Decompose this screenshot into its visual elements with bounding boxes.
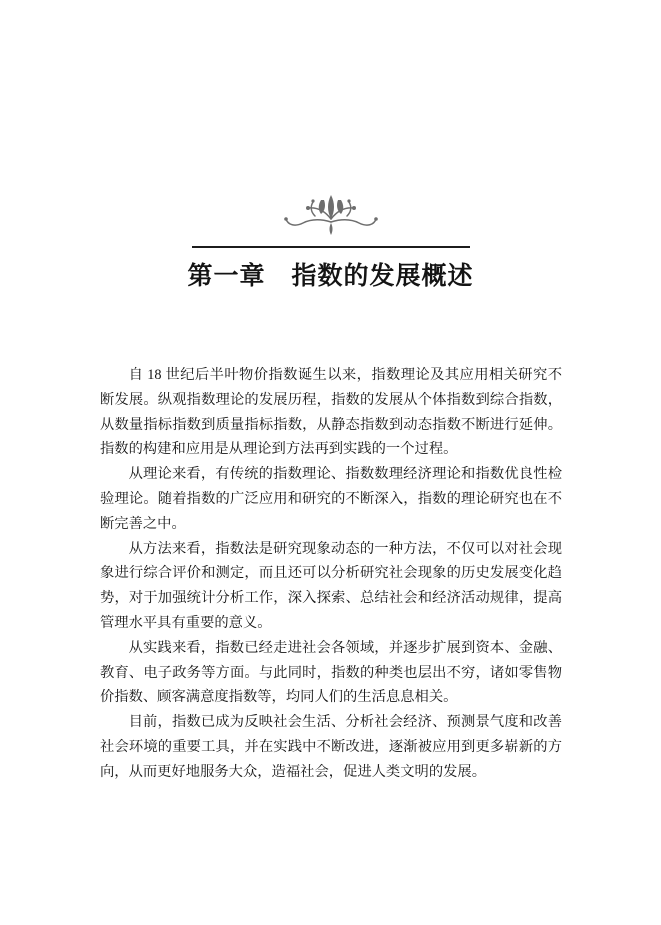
paragraph-1: 自 18 世纪后半叶物价指数诞生以来，指数理论及其应用相关研究不断发展。纵观指数理论的发展历程，指数的发展从个体指数到综合指数，从数量指标指数到质量指标指数，从静态指数到动态指数不断进行延伸。指数的构建和应用是从理论到方法再到实践的一个过程。 [100,367,562,458]
chapter-title: 第一章 指数的发展概述 [187,263,474,290]
floral-flourish-icon [281,192,381,238]
paragraph-4: 从实践来看，指数已经走进社会各领域，并逐步扩展到资本、金融、教育、电子政务等方面。与此同时，指数的种类也层出不穷，诸如零售物价指数、顾客满意度指数等，均同人们的生活息息相关。 [100,639,562,706]
paragraph-3: 从方法来看，指数法是研究现象动态的一种方法，不仅可以对社会现象进行综合评价和测定，而且还可以分析研究社会现象的历史发展变化趋势，对于加强统计分析工作，深入探索、总结社会和经济活动规律，提高管理水平具有重要的意义。 [100,540,562,631]
paragraph-5: 目前，指数已成为反映社会生活、分析社会经济、预测景气度和改善社会环境的重要工具，并在实践中不断改进，逐渐被应用到更多崭新的方向，从而更好地服务大众，造福社会，促进人类文明的发展。 [100,714,562,780]
title-divider [192,246,470,248]
chapter-ornament [0,192,661,238]
chapter-body [100,363,562,785]
paragraph-2: 从理论来看，有传统的指数理论、指数数理经济理论和指数优良性检验理论。随着指数的广泛应用和研究的不断深入，指数的理论研究也在不断完善之中。 [100,466,562,532]
